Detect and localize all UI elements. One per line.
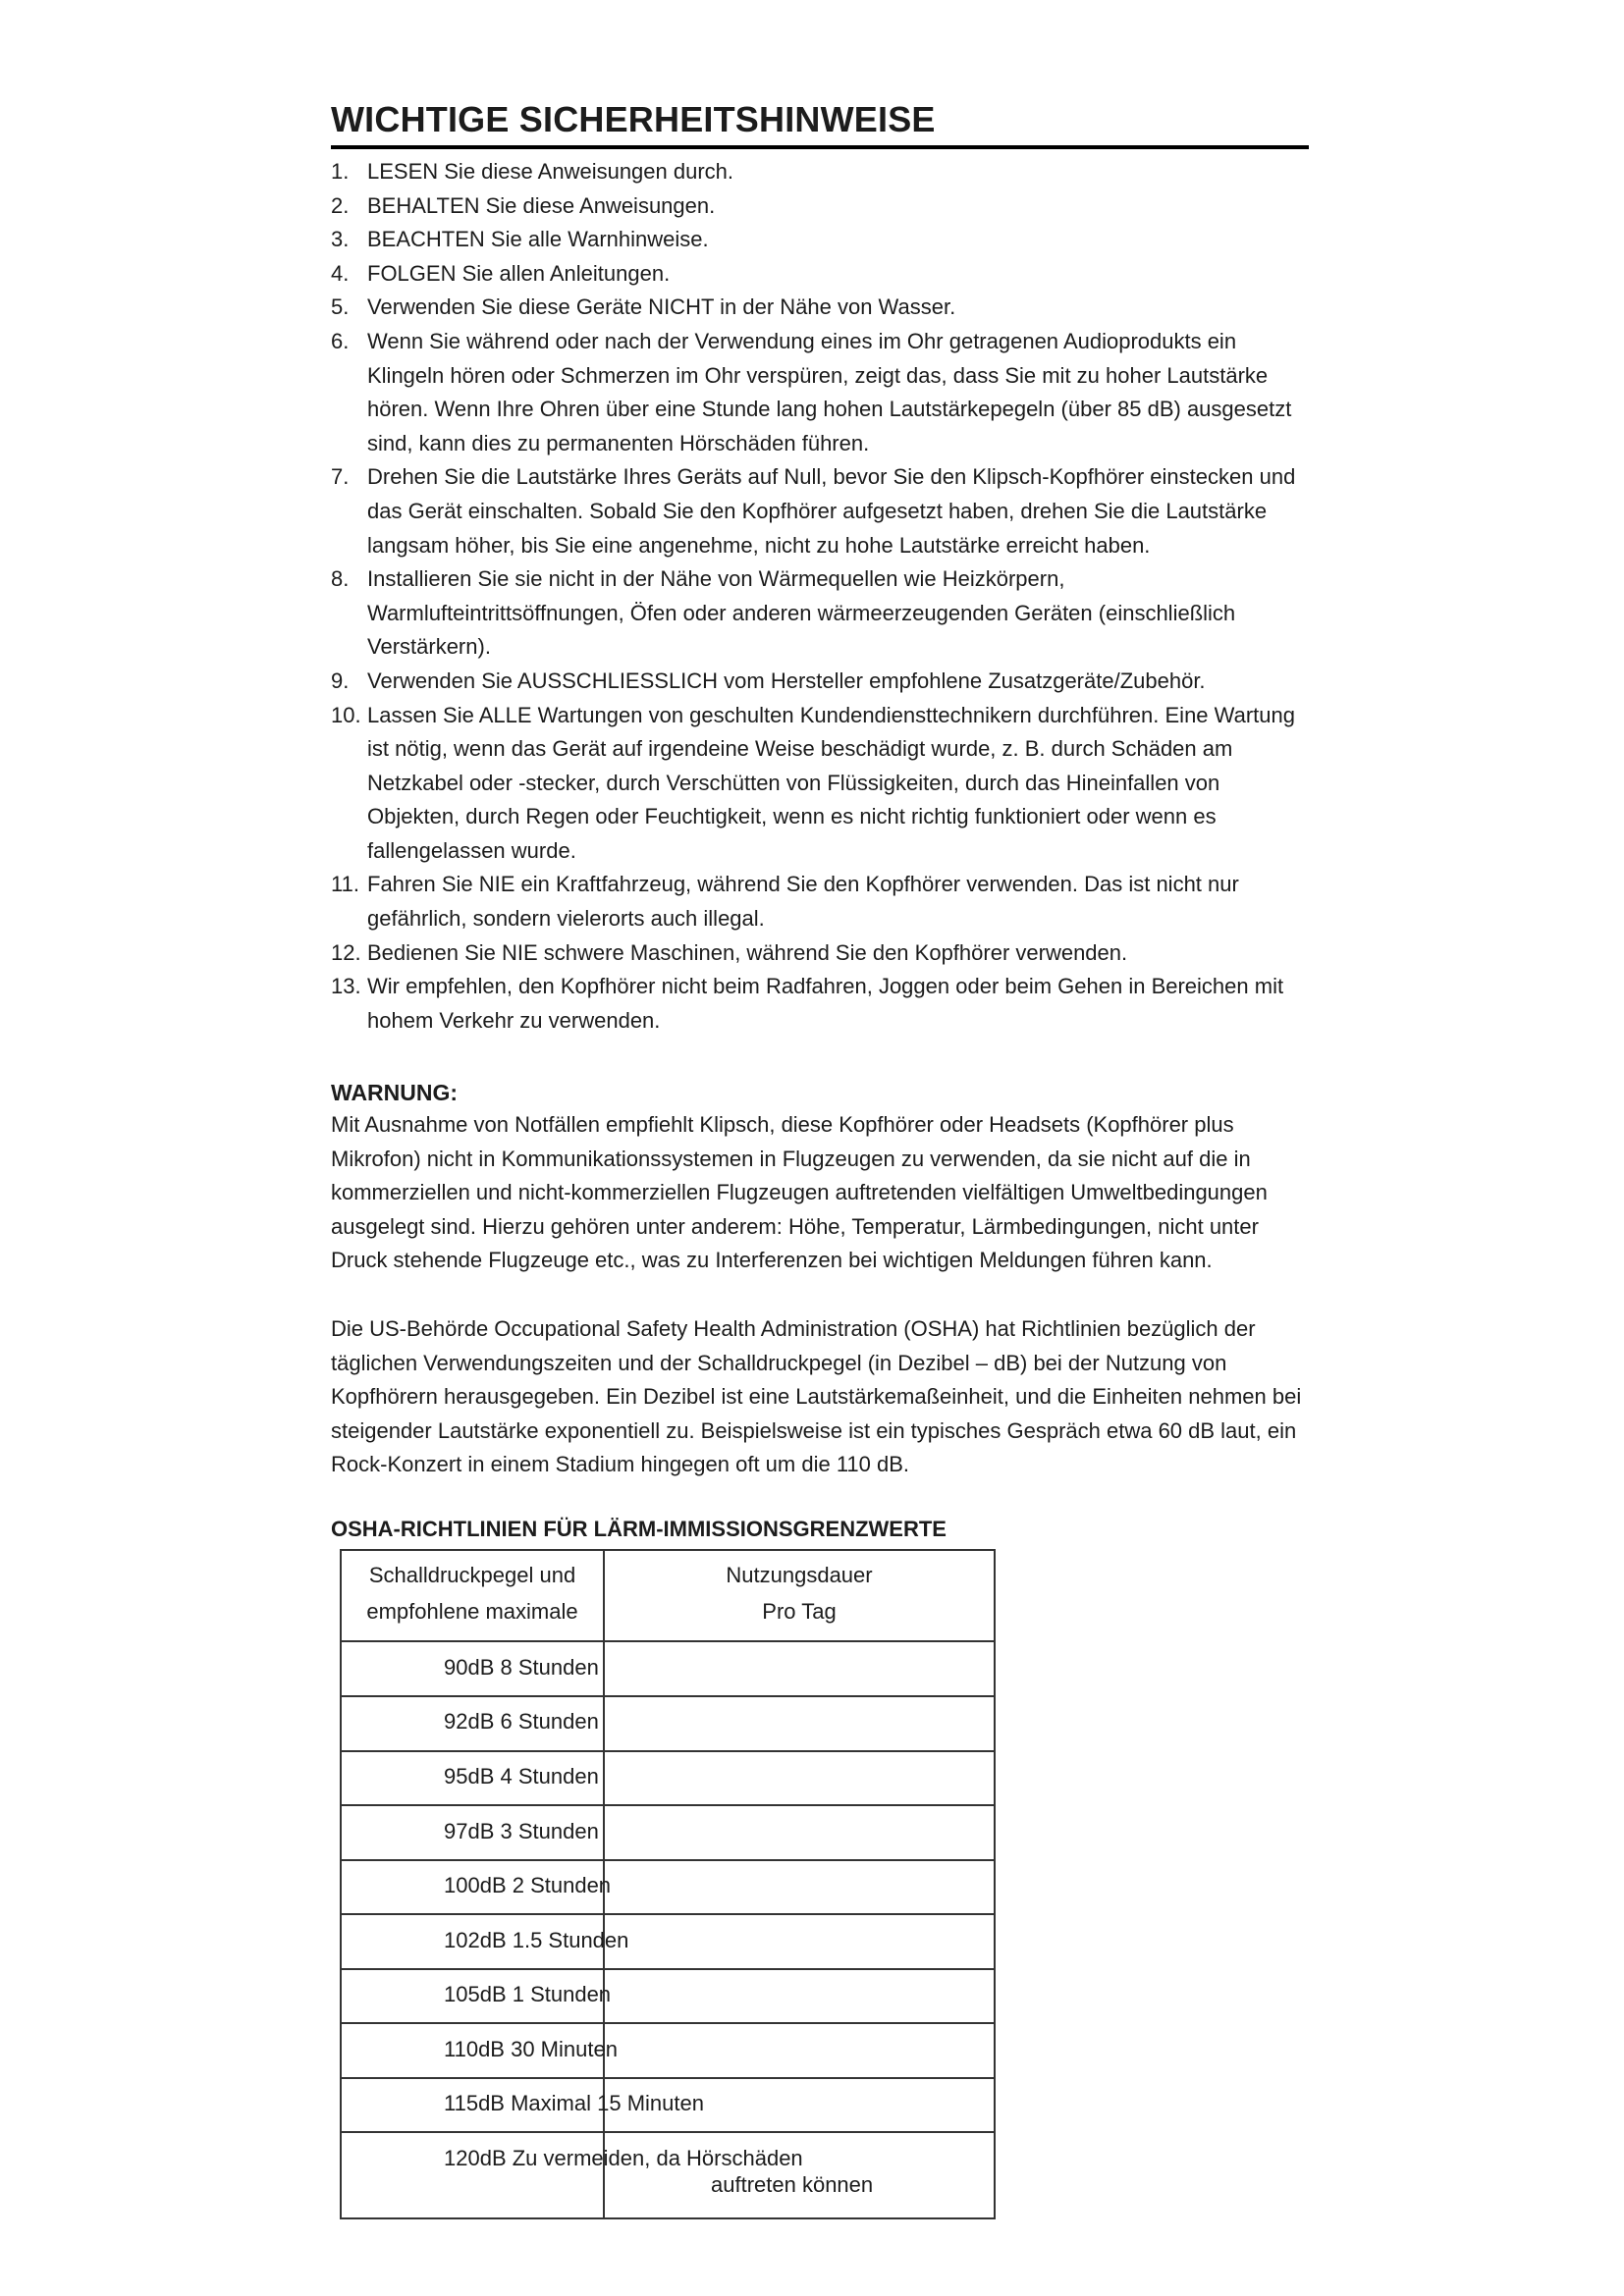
list-item bbox=[331, 155, 1303, 189]
item-number: 3. bbox=[331, 227, 350, 252]
item-number: 1. bbox=[331, 159, 350, 184]
list-item bbox=[331, 189, 1303, 224]
item-text: Verwenden Sie AUSSCHLIESSLICH vom Hersteller empfohlene Zusatzgeräte/Zubehör. bbox=[367, 667, 1206, 693]
table-row: 102dB 1.5 Stunden bbox=[444, 1928, 629, 1952]
item-text: LESEN Sie diese Anweisungen durch. bbox=[367, 159, 734, 184]
item-text: Wir empfehlen, den Kopfhörer nicht beim Radfahren, Joggen oder beim Gehen in Bereichen mit hohem Verkehr zu verwenden. bbox=[367, 974, 1284, 1033]
list-item bbox=[331, 562, 1303, 665]
header-line: Nutzungsdauer bbox=[726, 1563, 873, 1587]
item-text: Fahren Sie NIE ein Kraftfahrzeug, während Sie den Kopfhörer verwenden. Das ist nicht nur gefährlich, sondern vielerorts auch illegal. bbox=[367, 872, 1239, 932]
table-row: 105dB 1 Stunden bbox=[444, 1982, 612, 2006]
item-number: 7. bbox=[331, 464, 350, 490]
item-number: 10. bbox=[331, 702, 361, 727]
column-header-level bbox=[342, 1557, 603, 1629]
header-line: empfohlene maximale bbox=[366, 1599, 578, 1624]
item-text: FOLGEN Sie allen Anleitungen. bbox=[367, 260, 671, 286]
warning-heading: WARNUNG: bbox=[331, 1080, 459, 1105]
item-text: Installieren Sie sie nicht in der Nähe von Wärmequellen wie Heizkörpern, Warmlufteintrittsöffnungen, Öfen oder anderen wärmeerzeugenden Geräten (einschließlich Verstärkern). bbox=[367, 566, 1236, 660]
header-line: Pro Tag bbox=[762, 1599, 837, 1624]
row-divider bbox=[342, 1859, 994, 1861]
table-row: 115dB Maximal 15 Minuten bbox=[444, 2091, 704, 2115]
list-item bbox=[331, 325, 1303, 460]
row-divider bbox=[342, 1913, 994, 1915]
list-item bbox=[331, 868, 1303, 935]
osha-intro-paragraph: Die US-Behörde Occupational Safety Health Administration (OSHA) hat Richtlinien bezüglich der täglichen Verwendungszeiten und der Schalldruckpegel (in Dezibel – dB) bei der Nutzung von Kopfhörern herausgegeben. Ein Dezibel ist eine Lautstärkemaßeinheit, und die Einheiten nehmen bei steigender Lautstärke exponentiell zu. Beispielsweise ist ein typisches Gespräch etwa 60 dB laut, ein Rock-Konzert in einem Stadium hingegen oft um die 110 dB. bbox=[331, 1316, 1302, 1477]
list-item bbox=[331, 970, 1303, 1038]
table-row: 110dB 30 Minuten bbox=[444, 2037, 618, 2061]
item-text: Drehen Sie die Lautstärke Ihres Geräts auf Null, bevor Sie den Klipsch-Kopfhörer einstecken und das Gerät einschalten. Sobald Sie den Kopfhörer aufgesetzt haben, drehen Sie die Lautstärke langsam höher, bis Sie eine angenehme, nicht zu hohe Lautstärke erreicht haben. bbox=[367, 464, 1296, 558]
item-text: Lassen Sie ALLE Wartungen von geschulten Kundendiensttechnikern durchführen. Eine Wartung ist nötig, wenn das Gerät auf irgendeine Weise beschädigt wurde, z. B. durch Schäden am Netzkabel oder -stecker, durch Verschütten von Flüssigkeiten, durch das Hineinfallen von Objekten, durch Regen oder Feuchtigkeit, wenn es nicht richtig funktioniert oder wenn es fallengelassen wurde. bbox=[367, 702, 1295, 863]
title-underline bbox=[331, 145, 1309, 149]
item-number: 6. bbox=[331, 328, 350, 353]
item-text: Verwenden Sie diese Geräte NICHT in der Nähe von Wasser. bbox=[367, 294, 956, 320]
list-item bbox=[331, 257, 1303, 292]
row-divider bbox=[342, 1750, 994, 1752]
list-item bbox=[331, 665, 1303, 699]
item-number: 8. bbox=[331, 566, 350, 592]
column-header-duration bbox=[605, 1557, 994, 1629]
item-text: BEACHTEN Sie alle Warnhinweise. bbox=[367, 227, 709, 252]
item-text: Wenn Sie während oder nach der Verwendung eines im Ohr getragenen Audioprodukts ein Klingeln hören oder Schmerzen im Ohr verspüren, zeigt das, dass Sie mit zu hoher Lautstärke hören. Wenn Ihre Ohren über eine Stunde lang hohen Lautstärkepegeln (über 85 dB) ausgesetzt sind, kann dies zu permanenten Hörschäden führen. bbox=[367, 328, 1292, 455]
table-row: 97dB 3 Stunden bbox=[444, 1819, 599, 1843]
item-text: Bedienen Sie NIE schwere Maschinen, während Sie den Kopfhörer verwenden. bbox=[367, 939, 1128, 965]
table-row-continuation: auftreten können bbox=[711, 2172, 874, 2197]
item-number: 2. bbox=[331, 192, 350, 218]
header-line: Schalldruckpegel und bbox=[368, 1563, 576, 1587]
row-divider bbox=[342, 2131, 994, 2133]
item-number: 12. bbox=[331, 939, 361, 965]
list-item bbox=[331, 223, 1303, 257]
table-row: 95dB 4 Stunden bbox=[444, 1764, 599, 1789]
table-row: 120dB Zu vermeiden, da Hörschäden bbox=[444, 2146, 803, 2170]
osha-table bbox=[340, 1549, 996, 2219]
page-title: WICHTIGE SICHERHEITSHINWEISE bbox=[331, 99, 936, 139]
warning-paragraph: Mit Ausnahme von Notfällen empfiehlt Klipsch, diese Kopfhörer oder Headsets (Kopfhörer plus Mikrofon) nicht in Kommunikationssystemen in Flugzeugen zu verwenden, da sie nicht auf die in kommerziellen und nicht-kommerziellen Flugzeugen auftretenden vielfältigen Umweltbedingungen ausgelegt sind. Hierzu gehören unter anderem: Höhe, Temperatur, Lärmbedingungen, nicht unter Druck stehende Flugzeuge etc., was zu Interferenzen bei wichtigen Meldungen führen kann. bbox=[331, 1112, 1268, 1273]
osha-table-heading: OSHA-RICHTLINIEN FÜR LÄRM-IMMISSIONSGRENZWERTE bbox=[331, 1517, 947, 1541]
row-divider bbox=[342, 1804, 994, 1806]
row-divider bbox=[342, 1640, 994, 1642]
list-item bbox=[331, 936, 1303, 971]
item-number: 13. bbox=[331, 974, 361, 999]
item-number: 11. bbox=[331, 872, 359, 897]
list-item bbox=[331, 699, 1303, 869]
row-divider bbox=[342, 2022, 994, 2024]
list-item bbox=[331, 291, 1303, 325]
item-text: BEHALTEN Sie diese Anweisungen. bbox=[367, 192, 716, 218]
item-number: 9. bbox=[331, 667, 350, 693]
safety-instructions-list bbox=[331, 155, 1303, 1038]
item-number: 5. bbox=[331, 294, 350, 320]
item-number: 4. bbox=[331, 260, 350, 286]
row-divider bbox=[342, 2077, 994, 2079]
row-divider bbox=[342, 1695, 994, 1697]
list-item bbox=[331, 460, 1303, 562]
table-row: 90dB 8 Stunden bbox=[444, 1655, 599, 1680]
table-row: 100dB 2 Stunden bbox=[444, 1873, 612, 1897]
table-row: 92dB 6 Stunden bbox=[444, 1709, 599, 1734]
row-divider bbox=[342, 1968, 994, 1970]
